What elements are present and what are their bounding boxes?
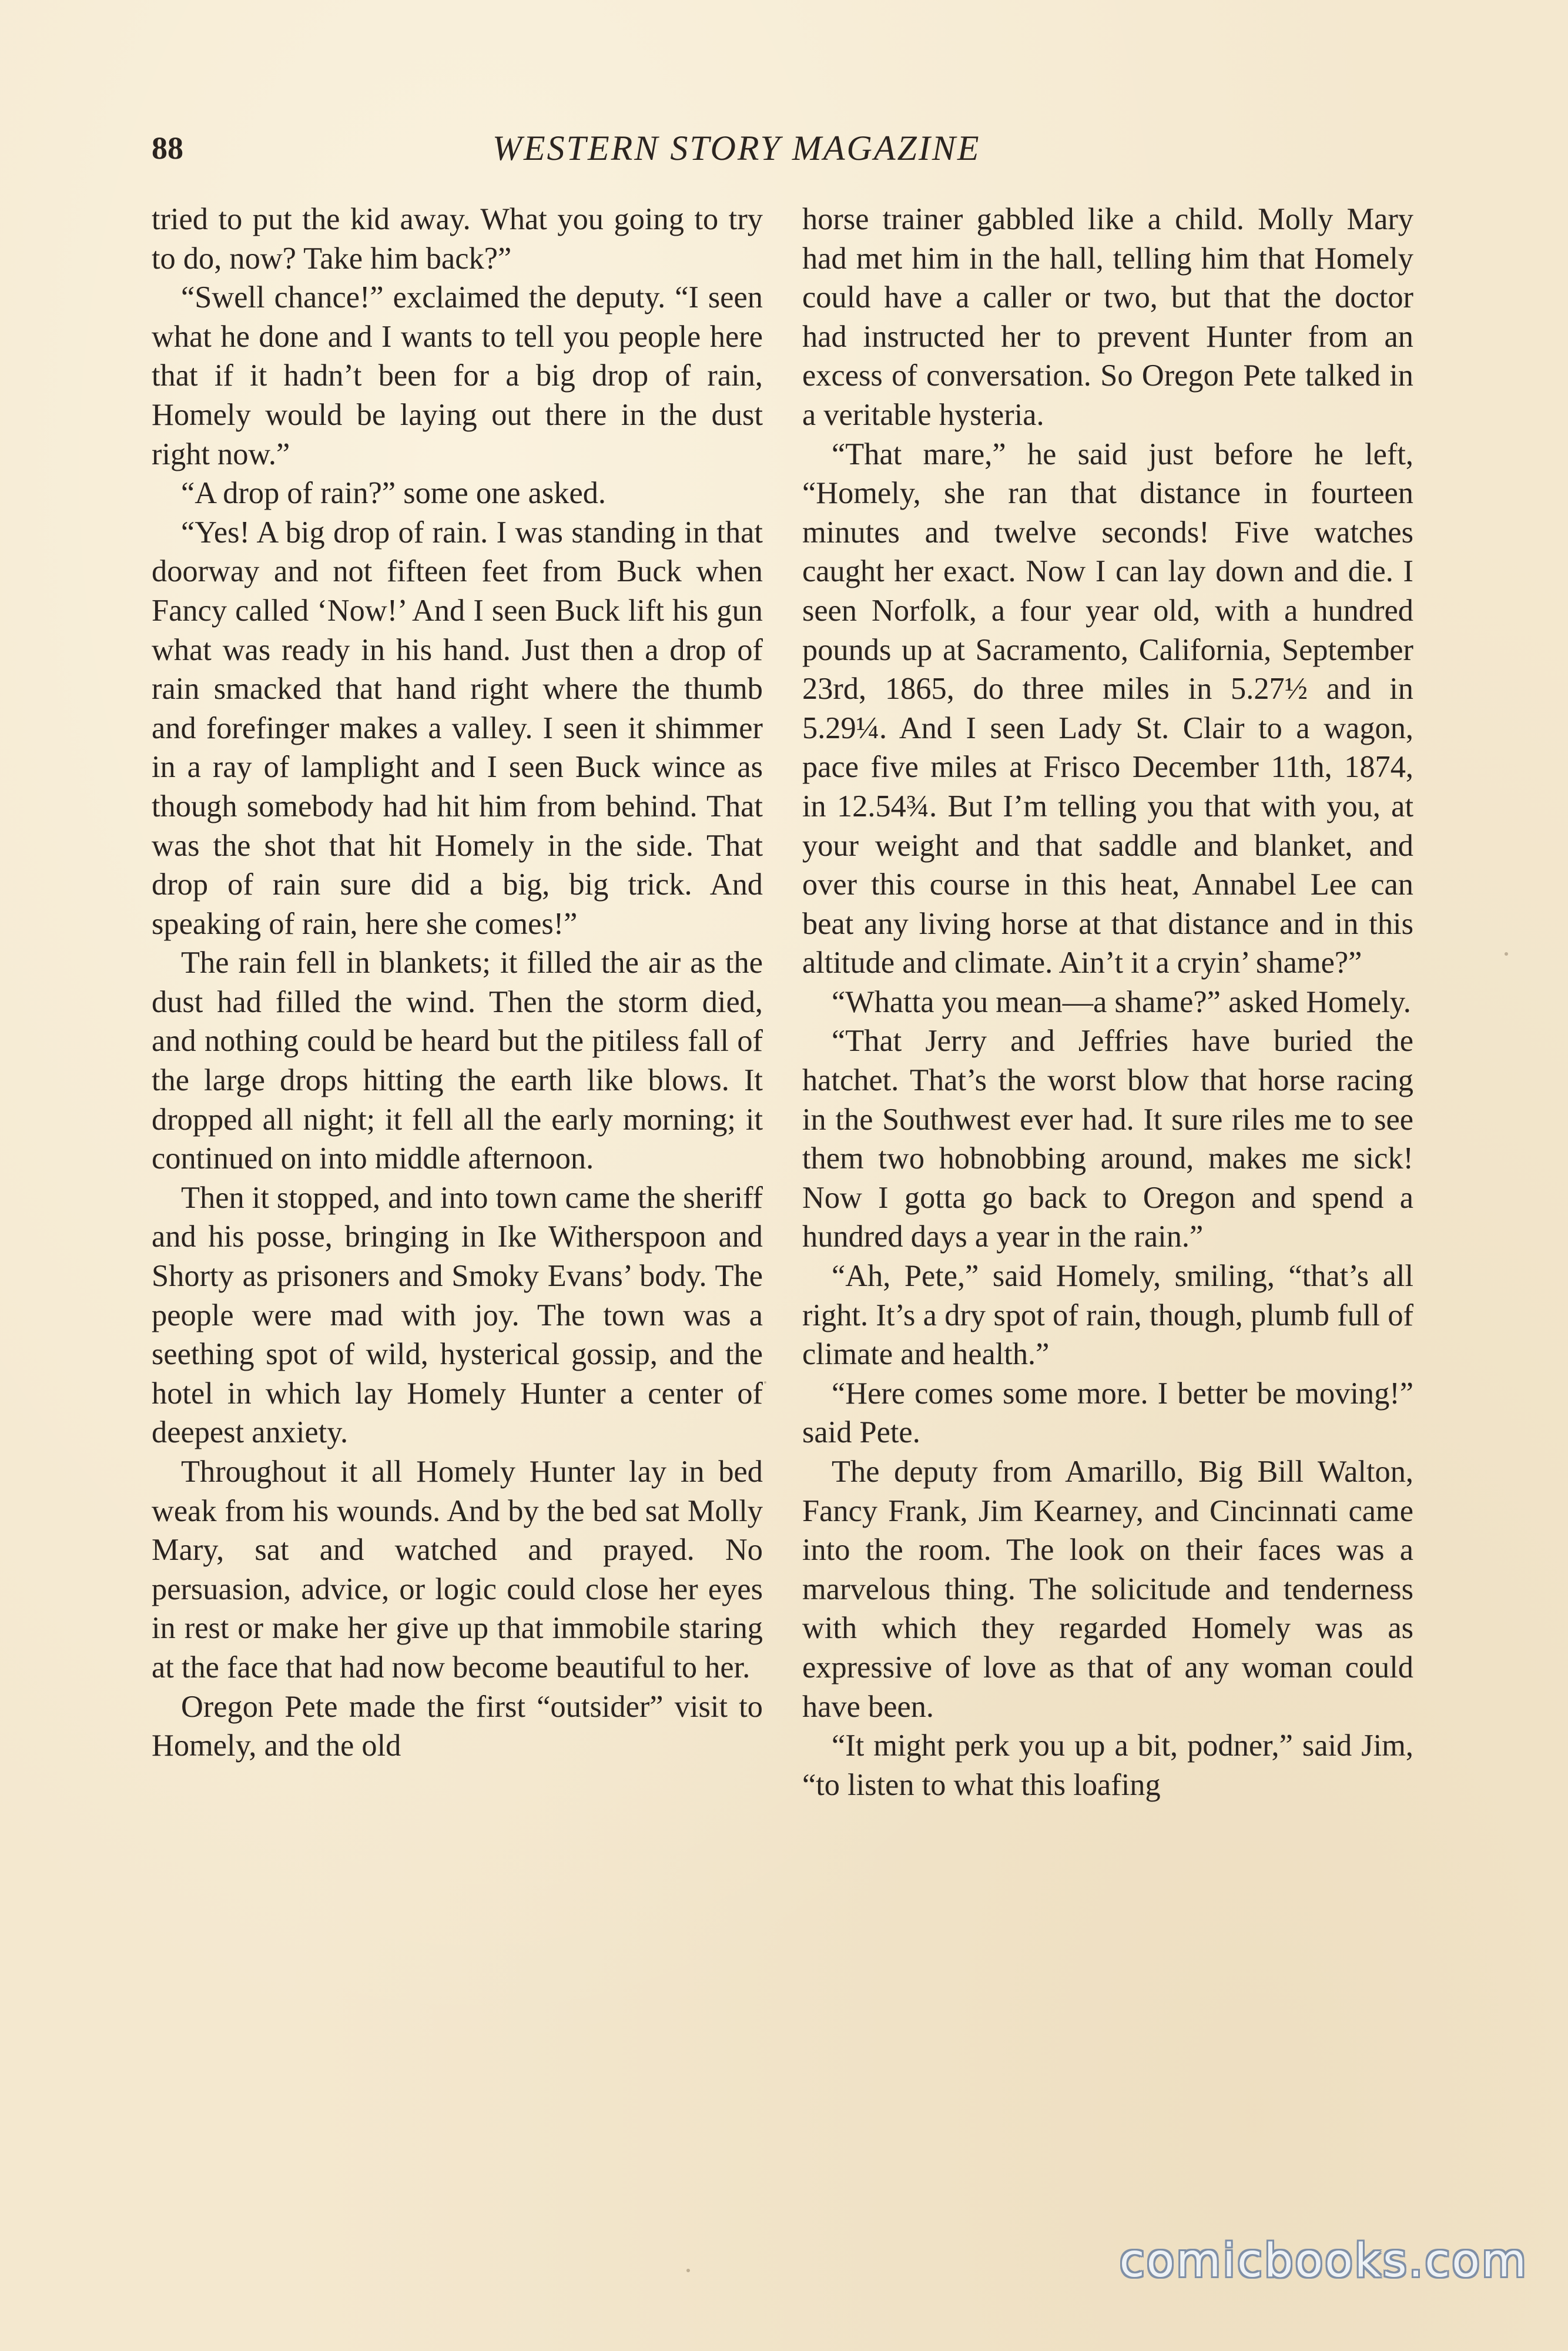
paragraph: “Swell chance!” exclaimed the deputy. “I seen what he done and I wants to tell you people here that if it hadn’t been for a big drop of rain, Homely would be laying out there in the dust right now.” <box>152 280 763 471</box>
paragraph: horse trainer gabbled like a child. Molly Mary had met him in the hall, telling him that Homely could have a caller or two, but that the doctor had instructed her to prevent Hunter from an excess of conversation. So Oregon Pete talked in a veritable hysteria. <box>802 202 1413 432</box>
right-column <box>802 200 1413 2175</box>
paragraph: “That mare,” he said just before he left, “Homely, she ran that distance in fourteen minutes and twelve seconds! Five watches caught her exact. Now I can lay down and die. I seen Norfolk, a four year old, with a hundred pounds up at Sacramento, California, September 23rd, 1865, do three miles in 5.27½ and in 5.29¼. And I seen Lady St. Clair to a wagon, pace five miles at Frisco December 11th, 1874, in 12.54¾. But I’m telling you that with you, at your weight and that saddle and blanket, and over this course in this heat, Annabel Lee can beat any living horse at that distance and in this altitude and climate. Ain’t it a cryin’ shame?” <box>802 437 1413 980</box>
paper-speck <box>1505 952 1508 956</box>
left-column <box>152 200 763 2175</box>
paragraph: tried to put the kid away. What you going to try to do, now? Take him back?” <box>152 202 763 276</box>
running-head: WESTERN STORY MAGAZINE <box>492 129 981 168</box>
page-header <box>152 125 1077 172</box>
paragraph: “Yes! A big drop of rain. I was standing in that doorway and not fifteen feet from Buck when Fancy called ‘Now!’ And I seen Buck lift his gun what was ready in his hand. Just then a drop of rain smacked that hand right where the thumb and forefinger makes a valley. I seen it shimmer in a ray of lamplight and I seen Buck wince as though somebody had hit him from behind. That was the shot that hit Homely in the side. That drop of rain sure did a big, big trick. And speaking of rain, here she comes!” <box>152 515 763 941</box>
paragraph: “A drop of rain?” some one asked. <box>181 476 607 511</box>
page-number: 88 <box>152 130 183 166</box>
paragraph: The deputy from Amarillo, Big Bill Walton, Fancy Frank, Jim Kearney, and Cincinnati came into the room. The look on their faces was a marvelous thing. The solicitude and tenderness with which they regarded Homely was as expressive of love as that of any woman could have been. <box>802 1455 1413 1724</box>
paragraph: “Here comes some more. I better be moving!” said Pete. <box>802 1376 1413 1450</box>
paper-speck <box>764 1381 766 1384</box>
paragraph: “Whatta you mean—a shame?” asked Homely. <box>832 984 1411 1019</box>
paragraph: “Ah, Pete,” said Homely, smiling, “that’s all right. It’s a dry spot of rain, though, plumb full of climate and health.” <box>802 1259 1413 1372</box>
paragraph: Oregon Pete made the first “outsider” visit to Homely, and the old <box>152 1689 763 1763</box>
paragraph: “It might perk you up a bit, podner,” said Jim, “to listen to what this loafing <box>802 1729 1413 1802</box>
paragraph: Then it stopped, and into town came the sheriff and his posse, bringing in Ike Witherspoon and Shorty as prisoners and Smoky Evans’ body. The people were mad with joy. The town was a seething spot of wild, hysterical gossip, and the hotel in which lay Homely Hunter a center of deepest anxiety. <box>152 1180 763 1450</box>
paper-speck <box>686 2269 690 2272</box>
paragraph: Throughout it all Homely Hunter lay in bed weak from his wounds. And by the bed sat Molly Mary, sat and watched and prayed. No persuasion, advice, or logic could close her eyes in rest or make her give up that immobile staring at the face that had now become beautiful to her. <box>152 1455 763 1684</box>
paragraph: “That Jerry and Jeffries have buried the hatchet. That’s the worst blow that horse racing in the Southwest ever had. It sure riles me to see them two hobnobbing around, makes me sick! Now I gotta go back to Oregon and spend a hundred days a year in the rain.” <box>802 1024 1413 1254</box>
paragraph: The rain fell in blankets; it filled the air as the dust had filled the wind. Then the storm died, and nothing could be heard but the pitiless fall of the large drops hitting the earth like blows. It dropped all night; it fell all the early morning; it continued on into middle afternoon. <box>152 946 763 1176</box>
watermark-logo: comicbooks.com <box>1119 2235 1528 2288</box>
